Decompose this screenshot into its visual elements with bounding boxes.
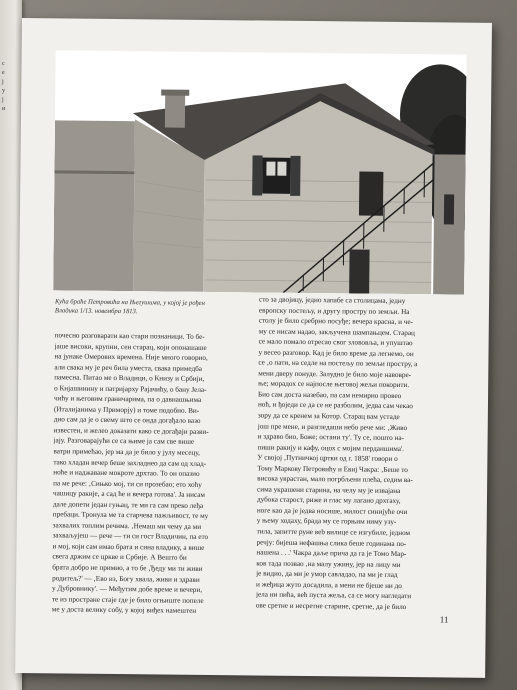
text-line: ноге као да је једва носише, милост синијуће очи xyxy=(256,506,408,517)
caption-line: Владика 1/13. новембра 1813. xyxy=(54,306,138,315)
text-line: памесна. Питао ме о Владици, о Книзу и Србији, xyxy=(54,373,205,384)
text-line: па ме рече: ‚Сињко мој, ти си прозебао; ето хоћу xyxy=(53,479,202,489)
text-line: у њему ходаху, брада му се горњим ниму узу- xyxy=(256,516,397,527)
text-line: пиши ракију и кафу, оцох с мојим перданшима'. xyxy=(257,443,405,453)
house-photo-icon xyxy=(53,50,466,294)
text-line: ков тада позвао ‚на малу ужину, јер на лицу ми xyxy=(256,559,401,569)
text-line: на јунаке Омерових времена. Није много говорио, xyxy=(54,352,208,363)
margin-glyph: с xyxy=(2,61,6,67)
text-line: мени дверу понуде. Залудно је било моје навовре- xyxy=(258,369,412,379)
margin-glyph: у xyxy=(2,88,6,94)
text-line: се мало помало отресао свог злововља, и упуштао xyxy=(258,337,413,348)
margin-glyph: ј xyxy=(2,79,5,85)
text-line: захвалих топлим речима. ‚Немаш ми чему да ми xyxy=(52,521,202,531)
text-column-right xyxy=(256,294,464,613)
text-line: ове сретне и несретне старине, сретне, да је било xyxy=(255,601,407,611)
text-line: родитељ?' — ‚Ево из, Богу хвала, живи и здрави xyxy=(52,573,200,584)
text-line: је видио, да ми је умор савладао, па ми је глад xyxy=(256,569,398,580)
book-page xyxy=(15,18,492,678)
text-line: јају. Разговарајући се са њиме ја сам све више xyxy=(53,436,195,447)
text-line: ноћ, и ђоједи се да се не разболим, једва сам чекао xyxy=(257,400,413,411)
text-line: тила, запитте руне веb вилице се изгубиле, једном xyxy=(256,527,411,538)
text-line: и здраво био, Боже; остани ту'. Ту се, пошто на- xyxy=(257,432,405,443)
text-line: чашицу ракије, а сад ће и вечера готова'. Ја нисам xyxy=(52,489,206,500)
text-line: сима украшени старина, на челу му је извајана xyxy=(257,485,401,495)
text-line: о Кнјашинину и патријарху Рајачићу, о бану Јела- xyxy=(54,384,207,394)
text-line: захваљујеш — рече — ти си гост Владичин, па ето xyxy=(52,531,209,542)
margin-glyph: е xyxy=(2,70,6,76)
text-line: столу је било сребрно посуђе; вечера красна, и че- xyxy=(258,316,413,327)
text-line: Тому Маркову Петровићу и Евиј Чакра: ‚Беше то xyxy=(257,464,408,474)
text-line: дубока старост, риже и глас му лагано дрхтаху, xyxy=(256,495,401,506)
text-line: јаше високи, крупни, сен старац, који опонашаше xyxy=(54,341,207,352)
text-line: му се нисам надао, закључена шампањцем. Старац xyxy=(258,327,415,337)
text-line: европску постељу, и другу простру по земљи. На xyxy=(258,306,410,316)
text-line: тако хладан вечер беше захладнео да сам од хлад- xyxy=(53,457,207,468)
text-line: се ‚о пати, на седле на постељу по земљи простру, а xyxy=(258,358,418,369)
margin-glyph: ј xyxy=(2,97,5,103)
text-line: сто за двојицу, једно хапабе са столицама, једну xyxy=(259,295,406,306)
text-column-left xyxy=(52,330,255,617)
text-line: ноће и наджаване мокроте дрхтао. То он опазио xyxy=(53,468,200,478)
text-line: јела ни пића, већ пуста жеља, са се могу нагледати xyxy=(255,590,412,601)
text-line: брата добро не примио, а то бе ‚Ђеду ми ти живи xyxy=(52,563,203,573)
margin-glyph: и xyxy=(2,106,7,112)
text-line: ње; морадох се најпосле његовој жељи покорити. xyxy=(258,379,410,390)
text-line: У својој ‚Путничкој цртки од г. 1858' говори о xyxy=(257,453,398,464)
text-line: ме у доста велику собу, у којој виђех намештен xyxy=(51,605,197,616)
text-line: чићу и његовим граничарима, па о давнашњима xyxy=(53,394,202,405)
house-photo xyxy=(53,50,466,294)
previous-page-text xyxy=(2,60,20,114)
text-line: речју: бијеша нефашња слика беше годинама по- xyxy=(256,538,407,548)
text-line: ватри примећао, јер ма да је било у јулу месецу, xyxy=(53,447,200,457)
text-line: нашена . . .' Чакра даље прича да га је Томо Мар- xyxy=(256,548,407,559)
page-number: 11 xyxy=(439,614,449,625)
text-line: известен, и желео доказати како се догађаји разви- xyxy=(53,426,209,436)
text-line: Био сам доста назебао, па сам немирно провео xyxy=(258,390,402,400)
text-line: свега држим се цркве и Србије. А Вешто би xyxy=(52,552,187,563)
text-line: још пре мене, и разгледаши небо рече ми: ‚Живо xyxy=(257,422,408,432)
text-line: у Дубровнику'. — Међутим добе време и вечери, xyxy=(51,584,203,595)
text-line: (Италијанима у Приморју) и томе подобно. Ви- xyxy=(53,405,200,415)
text-line: дале допети један гуњац, те ми га сам преко леђа xyxy=(52,500,204,510)
text-line: али свака му је реч била уместа, свака примедба xyxy=(54,362,203,373)
text-line: зору да се кренем за Котор. Старац вам устаде xyxy=(257,411,400,421)
text-line: те из простране стаје где је било огњиште попеле xyxy=(51,595,204,605)
text-line: почесно разговарати као стари познаници. То бе- xyxy=(54,331,205,341)
photo-caption xyxy=(55,298,245,317)
caption-line: Кућа браће Петровића на Његушима, у којој је рођен xyxy=(54,298,205,307)
text-line: и жеђица жуто досадила, а мени не бјеше ни до xyxy=(256,580,402,590)
text-line: у весео разговор. Кад је било време да легнемо, он xyxy=(258,348,414,358)
text-line: и мој, који сам имао брата и сина владику, а више xyxy=(52,542,205,552)
text-line: висока уврастан, мало погрбљени плећа, седим ва- xyxy=(257,474,413,485)
text-line: пребаци. Тронула ме та старчева пажљивост, те му xyxy=(52,510,209,521)
text-line: дио сам да је о свему што се онда догађало вазо xyxy=(53,415,201,426)
